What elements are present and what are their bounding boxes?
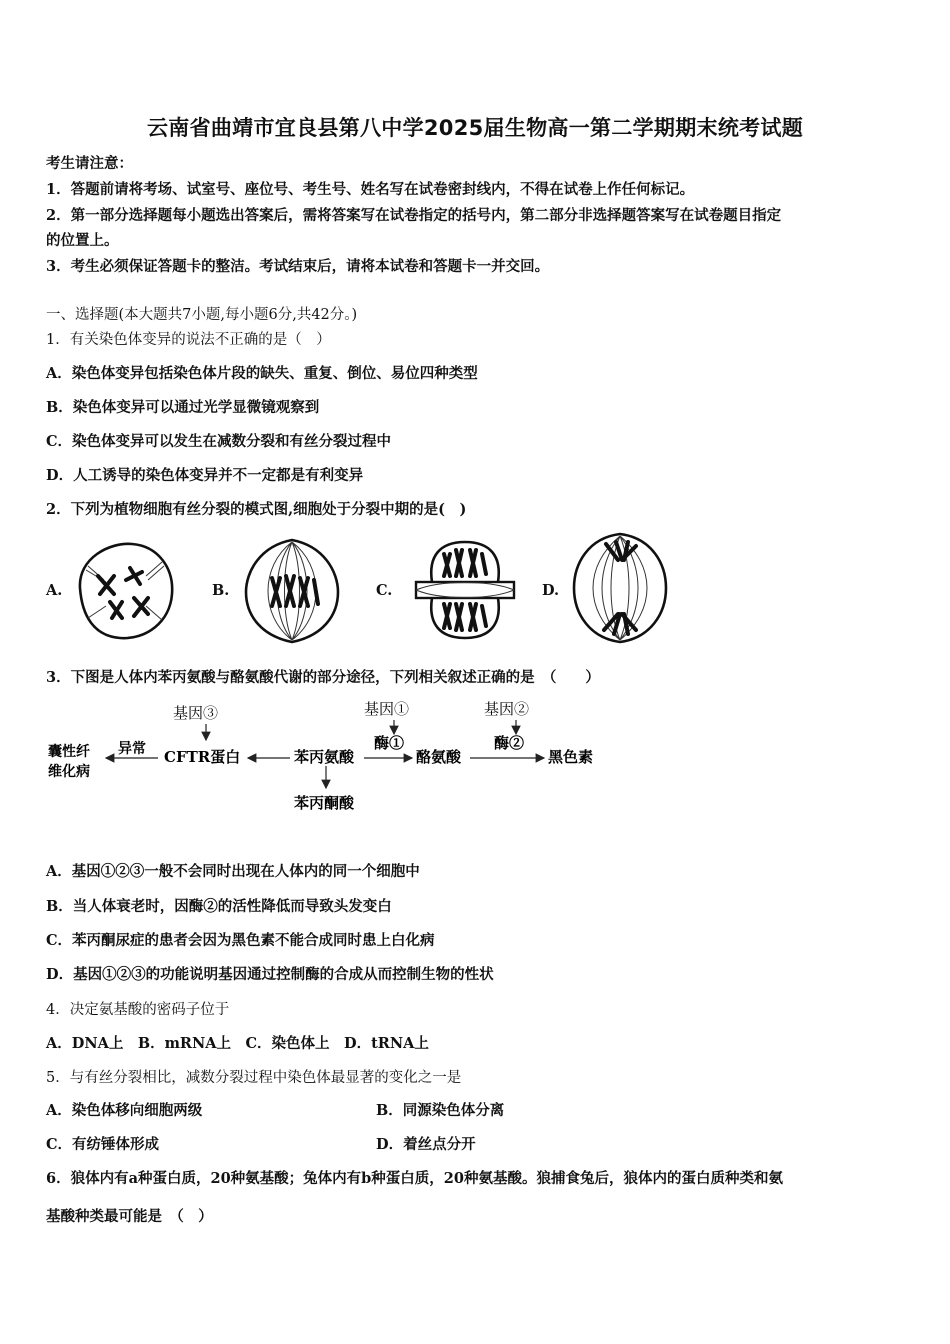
notice-item-2-cont: 的位置上。 — [46, 232, 119, 249]
q4-stem: 4．决定氨基酸的密码子位于 — [46, 1002, 230, 1018]
q2-stem: 2．下列为植物细胞有丝分裂的模式图,细胞处于分裂中期的是( ) — [46, 501, 467, 518]
notice-item-1: 1．答题前请将考场、试室号、座位号、考生号、姓名写在试卷密封线内，不得在试卷上作任何标记。 — [46, 181, 695, 198]
notice-item-3: 3．考生必须保证答题卡的整洁。考试结束后，请将本试卷和答题卡一并交回。 — [46, 258, 550, 275]
phenylalanine-label: 苯丙氨酸 — [294, 748, 355, 766]
melanin-label: 黑色素 — [548, 748, 594, 766]
cftr-label: CFTR蛋白 — [164, 748, 241, 766]
metabolic-pathway-diagram — [46, 698, 606, 818]
q5-option-a: A．染色体移向细胞两级 — [46, 1102, 203, 1119]
gene1-label: 基因① — [364, 700, 410, 718]
enzyme1-label: 酶① — [374, 734, 405, 752]
gene3-label: 基因③ — [173, 704, 219, 722]
notice-item-2: 2．第一部分选择题每小题选出答案后，需将答案写在试卷指定的括号内，第二部分非选择题答案写在试卷题目指定 — [46, 207, 782, 224]
q3-option-d: D．基因①②③的功能说明基因通过控制酶的合成从而控制生物的性状 — [46, 966, 494, 983]
q5-option-d: D．着丝点分开 — [376, 1136, 476, 1153]
q1-option-c: C．染色体变异可以发生在减数分裂和有丝分裂过程中 — [46, 433, 392, 450]
tyrosine-label: 酪氨酸 — [416, 748, 462, 766]
q3-option-c: C．苯丙酮尿症的患者会因为黑色素不能合成同时患上白化病 — [46, 932, 435, 949]
gene2-label: 基因② — [484, 700, 530, 718]
q2-label-a: A. — [46, 582, 63, 599]
q2-label-c: C. — [376, 582, 393, 599]
cell-figure-d — [570, 530, 670, 646]
q4-options: A．DNA上 B．mRNA上 C．染色体上 D．tRNA上 — [46, 1035, 429, 1052]
enzyme2-label: 酶② — [494, 734, 525, 752]
q3-option-b: B．当人体衰老时，因酶②的活性降低而导致头发变白 — [46, 898, 392, 915]
section-heading: 一、选择题(本大题共7小题,每小题6分,共42分。) — [46, 307, 358, 323]
q1-option-b: B．染色体变异可以通过光学显微镜观察到 — [46, 399, 320, 416]
cell-figure-a — [70, 536, 180, 646]
cell-figure-c — [410, 534, 520, 646]
notice-heading: 考生请注意： — [46, 155, 133, 172]
q3-stem: 3．下图是人体内苯丙氨酸与酪氨酸代谢的部分途径，下列相关叙述正确的是 （ ） — [46, 669, 600, 686]
q5-option-b: B．同源染色体分离 — [376, 1102, 505, 1119]
q3-option-a: A．基因①②③一般不会同时出现在人体内的同一个细胞中 — [46, 863, 420, 880]
q1-option-a: A．染色体变异包括染色体片段的缺失、重复、倒位、易位四种类型 — [46, 365, 478, 382]
q6-stem-line1: 6．狼体内有a种蛋白质，20种氨基酸；兔体内有b种蛋白质，20种氨基酸。狼捕食兔后，狼体内的蛋白质种类和氨 — [46, 1170, 783, 1187]
q1-stem: 1．有关染色体变异的说法不正确的是（ ） — [46, 332, 331, 348]
q1-option-d: D．人工诱导的染色体变异并不一定都是有利变异 — [46, 467, 364, 484]
phenylpyruvic-acid-label: 苯丙酮酸 — [294, 794, 355, 812]
abnormal-label: 异常 — [118, 741, 146, 757]
cell-figure-b — [242, 536, 342, 646]
q6-stem-line2: 基酸种类最可能是 （ ） — [46, 1208, 213, 1225]
q5-stem: 5．与有丝分裂相比，减数分裂过程中染色体最显著的变化之一是 — [46, 1070, 462, 1086]
disease-label-line1: 囊性纤 — [48, 744, 90, 760]
q5-option-c: C．有纺锤体形成 — [46, 1136, 160, 1153]
q2-label-b: B. — [212, 582, 230, 599]
exam-title: 云南省曲靖市宜良县第八中学2025届生物高一第二学期期末统考试题 — [146, 116, 804, 140]
disease-label-line2: 维化病 — [48, 764, 90, 780]
q2-label-d: D. — [542, 582, 560, 599]
